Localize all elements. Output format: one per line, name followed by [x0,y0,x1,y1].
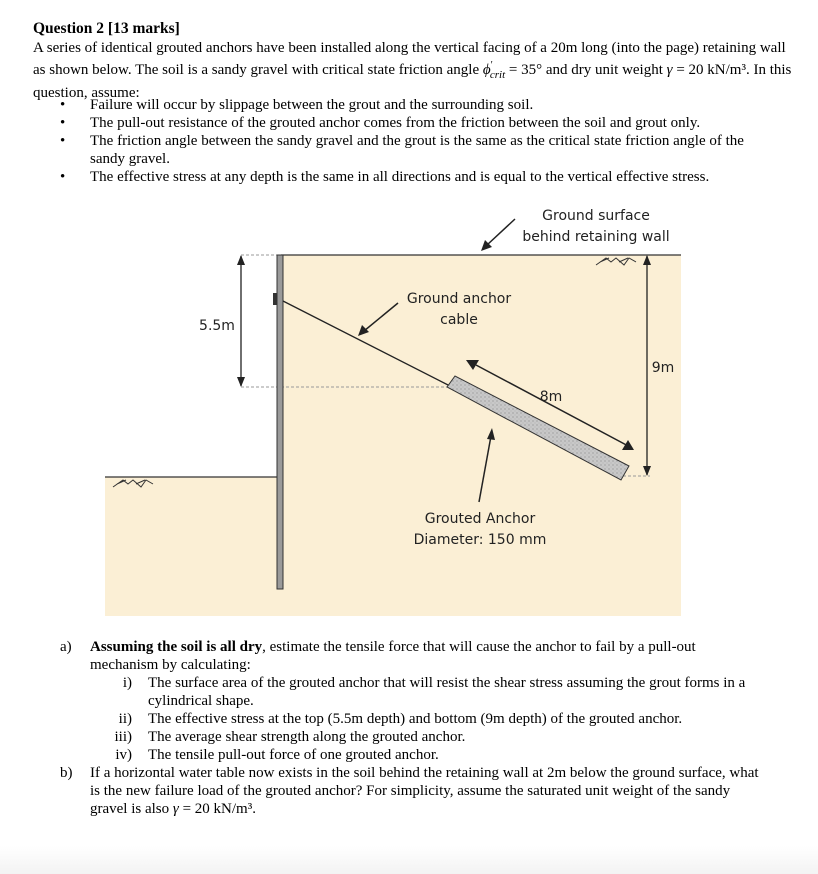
part-a-label: a) [60,639,72,655]
subpart: ii) The effective stress at the top (5.5m depth) and bottom (9m depth) of the grouted anchor. [118,711,683,727]
list-item: • Failure will occur by slippage between the grout and the surrounding soil. [60,97,534,113]
depth-label-9m: 9m [651,360,675,376]
cable-label-1: Ground anchor [406,291,512,307]
anchor-label-2: Diameter: 150 mm [413,532,547,548]
gamma-symbol: γ [172,801,179,817]
phi-subscript: crit [489,69,506,81]
intro-text-3: = 20 kN/m³. In this question, assume: [33,62,792,101]
arrow-down-icon [237,377,245,387]
gamma-symbol: γ [666,62,673,78]
part-b-label: b) [60,765,73,781]
bullet-icon: • [60,133,66,149]
intro-text-1: A series of identical grouted anchors have been installed along the vertical facing of a 20m long (into the page) retaining wall as shown below. The soil is a sandy gravel with critical state friction angle [33,40,786,78]
list-item: • The pull-out resistance of the grouted anchor comes from the friction between the soil and grout only. [60,115,701,131]
part-a [60,638,760,674]
intro-text-2: = 35° and dry unit weight [508,62,663,78]
ground-surface-label-2: behind retaining wall [522,229,670,245]
arrow-up-icon [237,255,245,265]
length-label-8m: 8m [539,389,563,405]
subpart: iii) The average shear strength along the grouted anchor. [114,729,466,745]
retaining-wall [277,255,283,589]
cable-label-2: cable [440,312,478,328]
part-b-text-2: = 20 kN/m³. [182,801,256,817]
part-b-text-1: If a horizontal water table now exists in the soil behind the retaining wall at 2m below the ground surface, what is the new failure load of the grouted anchor? For simplicity, assume the saturated unit weight of the sandy gravel is also [90,765,759,817]
part-a-text: , estimate the tensile force that will cause the anchor to fail by a pull-out mechanism by calculating: [90,639,696,673]
soil-behind-wall [281,255,681,616]
bullet-icon: • [60,115,66,131]
soil-in-front [105,477,281,616]
part-b [60,764,760,818]
subpart: iv) The tensile pull-out force of one grouted anchor. [115,747,439,763]
subpart: i) The surface area of the grouted anchor that will resist the shear stress assuming the grout forms in a cylindrical shape. [122,675,746,709]
page-bottom-shadow [0,846,818,874]
ground-surface-leader [487,219,515,245]
question-heading: Question 2 [13 marks] [33,20,180,37]
depth-label-5-5m: 5.5m [199,318,235,334]
bullet-icon: • [60,97,66,113]
ground-surface-label-1: Ground surface [542,208,650,224]
list-item: • The effective stress at any depth is the same in all directions and is equal to the vertical effective stress. [60,169,710,185]
phi-symbol: ϕ [482,62,491,78]
question-parts [60,638,760,818]
part-a-bold: Assuming the soil is all dry [90,639,263,655]
anchor-head [273,293,277,305]
anchor-label-1: Grouted Anchor [424,511,536,527]
bullet-icon: • [60,169,66,185]
phi-prime: ′ [490,60,493,71]
list-item: • The friction angle between the sandy gravel and the grout is the same as the critical state friction angle of the sandy gravel. [60,133,744,167]
